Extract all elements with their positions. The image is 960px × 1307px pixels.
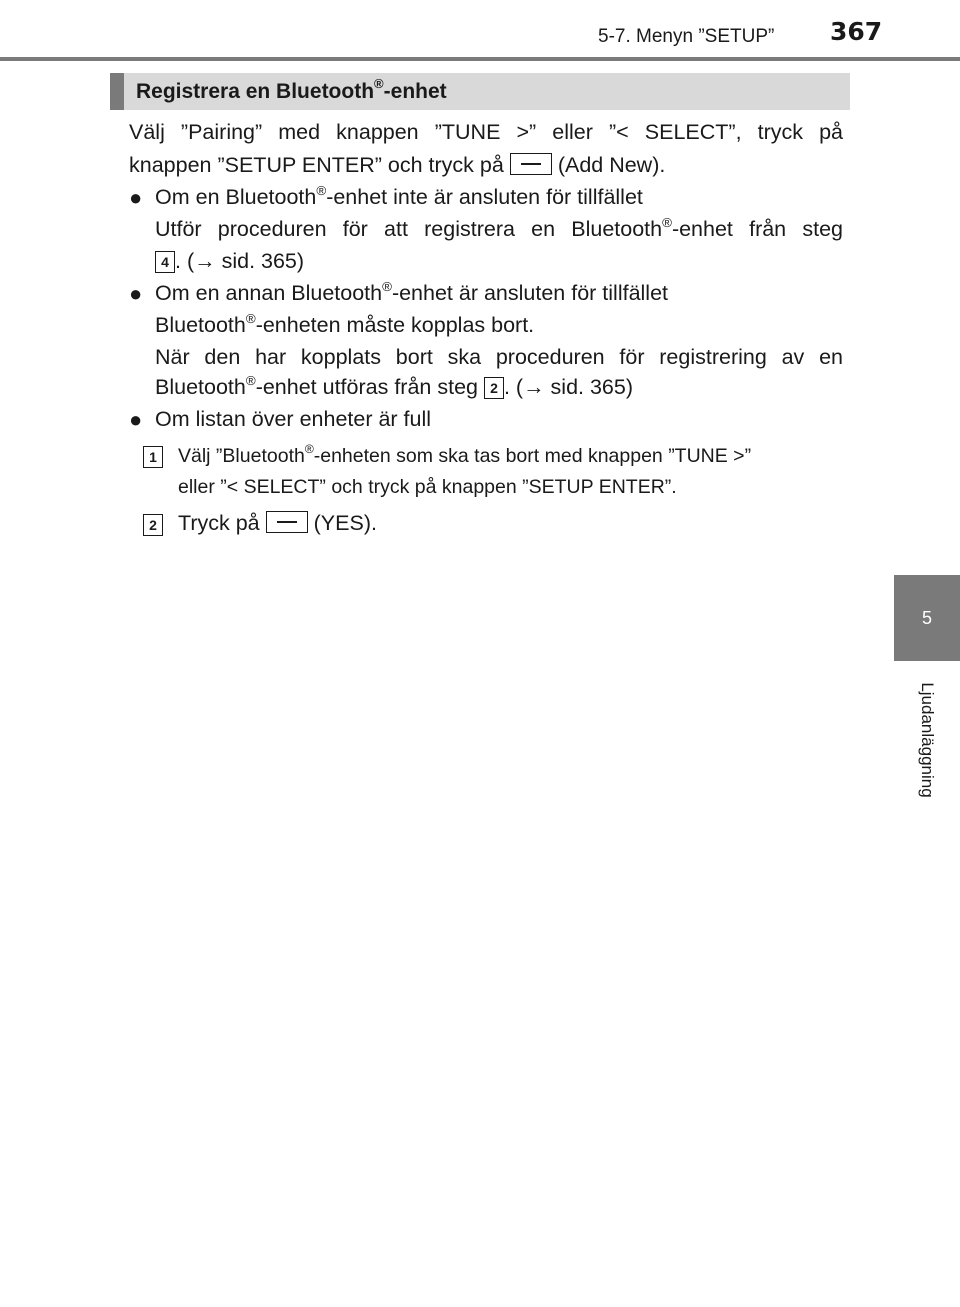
intro-line-2: knappen ”SETUP ENTER” och tryck på (Add New). <box>129 153 666 177</box>
section-heading-text: Registrera en Bluetooth®-enhet <box>136 76 447 103</box>
bullet-icon: ● <box>129 185 143 210</box>
step-number-1: 1 <box>143 446 163 468</box>
step-1-line-2: eller ”< SELECT” och tryck på knappen ”SETUP ENTER”. <box>178 476 677 498</box>
bullet-icon: ● <box>129 281 143 306</box>
chapter-tab-number: 5 <box>921 607 932 628</box>
step-ref-2: 2 <box>484 377 504 399</box>
chapter-tab-label: Ljudanläggning <box>918 682 937 798</box>
softkey-button-icon <box>266 511 308 533</box>
chapter-tab <box>894 575 960 661</box>
bullet-2-heading: Om en annan Bluetooth®-enhet är ansluten för tillfället <box>155 278 669 305</box>
bullet-3-heading: Om listan över enheter är full <box>155 407 432 431</box>
section-heading <box>110 73 850 110</box>
bullet-2-body-2: När den har kopplats bort ska proceduren för registrering av en <box>155 345 843 369</box>
step-1-line-1: Välj ”Bluetooth®-enheten som ska tas bort med knappen ”TUNE >” <box>178 442 752 467</box>
bullet-2-body-1: Bluetooth®-enheten måste kopplas bort. <box>155 310 535 337</box>
bullet-1-body-1: Utför proceduren för att registrera en Bluetooth®-enhet från steg <box>155 214 843 241</box>
step-number-2: 2 <box>143 514 163 536</box>
intro-line-1: Välj ”Pairing” med knappen ”TUNE >” eller ”< SELECT”, tryck på <box>129 120 843 144</box>
bullet-2-body-3: Bluetooth®-enhet utföras från steg 2 . (→ sid. 365) <box>155 372 634 399</box>
bullet-1-body-2: 4 . (→ sid. 365) <box>155 246 304 277</box>
step-ref-4: 4 <box>155 251 175 273</box>
page-number: 367 <box>830 17 883 46</box>
chapter-title: 5-7. Menyn ”SETUP” <box>598 26 775 47</box>
softkey-button-icon <box>510 153 552 175</box>
header-divider <box>0 57 960 61</box>
bullet-1-heading: Om en Bluetooth®-enhet inte är ansluten för tillfället <box>155 182 643 209</box>
bullet-icon: ● <box>129 407 143 432</box>
step-2-line: Tryck på (YES). <box>178 511 377 535</box>
